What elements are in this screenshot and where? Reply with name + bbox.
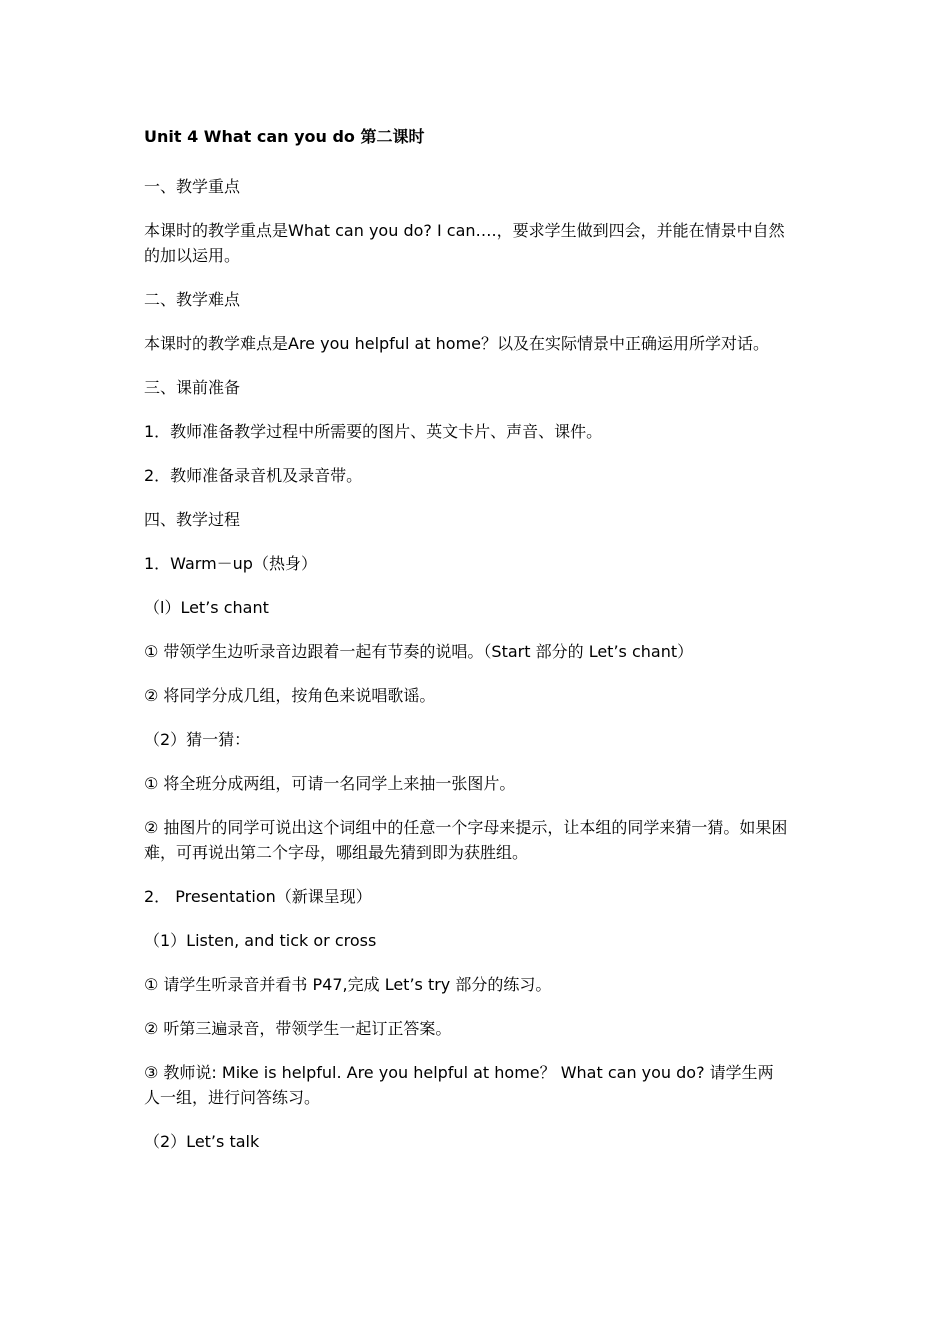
paragraph-key-points-line-2: 的加以运用。 — [144, 246, 241, 265]
paragraph-key-points-line-1: 本课时的教学重点是What can you do? I can….，要求学生做到四会，并能在情景中自然 — [144, 221, 785, 240]
process-item-listen-3-line-2: 人一组，进行问答练习。 — [144, 1088, 321, 1107]
section-heading-process: 四、教学过程 — [144, 510, 241, 529]
process-substep-guess: （2）猜一猜： — [144, 730, 251, 749]
process-substep-listen: （1）Listen, and tick or cross — [144, 931, 377, 950]
process-item-listen-3-line-1: ③ 教师说: Mike is helpful. Are you helpful at home？ What can you do? 请学生两 — [144, 1063, 774, 1082]
preparation-item-1: 1．教师准备教学过程中所需要的图片、英文卡片、声音、课件。 — [144, 422, 603, 441]
process-step-presentation: 2． Presentation（新课呈现） — [144, 887, 372, 906]
document-title: Unit 4 What can you do 第二课时 — [144, 127, 425, 146]
paragraph-difficulties: 本课时的教学难点是Are you helpful at home？以及在实际情景中正确运用所学对话。 — [144, 334, 770, 353]
section-heading-difficulties: 二、教学难点 — [144, 290, 241, 309]
process-item-chant-2: ② 将同学分成几组，按角色来说唱歌谣。 — [144, 686, 436, 705]
process-item-guess-2-line-1: ② 抽图片的同学可说出这个词组中的任意一个字母来提示，让本组的同学来猜一猜。如果困 — [144, 818, 788, 837]
process-item-listen-1: ① 请学生听录音并看书 P47,完成 Let’s try 部分的练习。 — [144, 975, 552, 994]
process-item-guess-1: ① 将全班分成两组，可请一名同学上来抽一张图片。 — [144, 774, 516, 793]
process-item-listen-2: ② 听第三遍录音，带领学生一起订正答案。 — [144, 1019, 452, 1038]
section-heading-key-points: 一、教学重点 — [144, 177, 241, 196]
preparation-item-2: 2．教师准备录音机及录音带。 — [144, 466, 363, 485]
process-item-guess-2-line-2: 难，可再说出第二个字母，哪组最先猜到即为获胜组。 — [144, 843, 529, 862]
process-substep-talk: （2）Let’s talk — [144, 1132, 260, 1151]
process-step-warmup: 1．Warm－up（热身） — [144, 554, 317, 573]
process-substep-chant: （l）Let’s chant — [144, 598, 269, 617]
section-heading-preparation: 三、课前准备 — [144, 378, 241, 397]
process-item-chant-1: ① 带领学生边听录音边跟着一起有节奏的说唱。（Start 部分的 Let’s chant） — [144, 642, 694, 661]
